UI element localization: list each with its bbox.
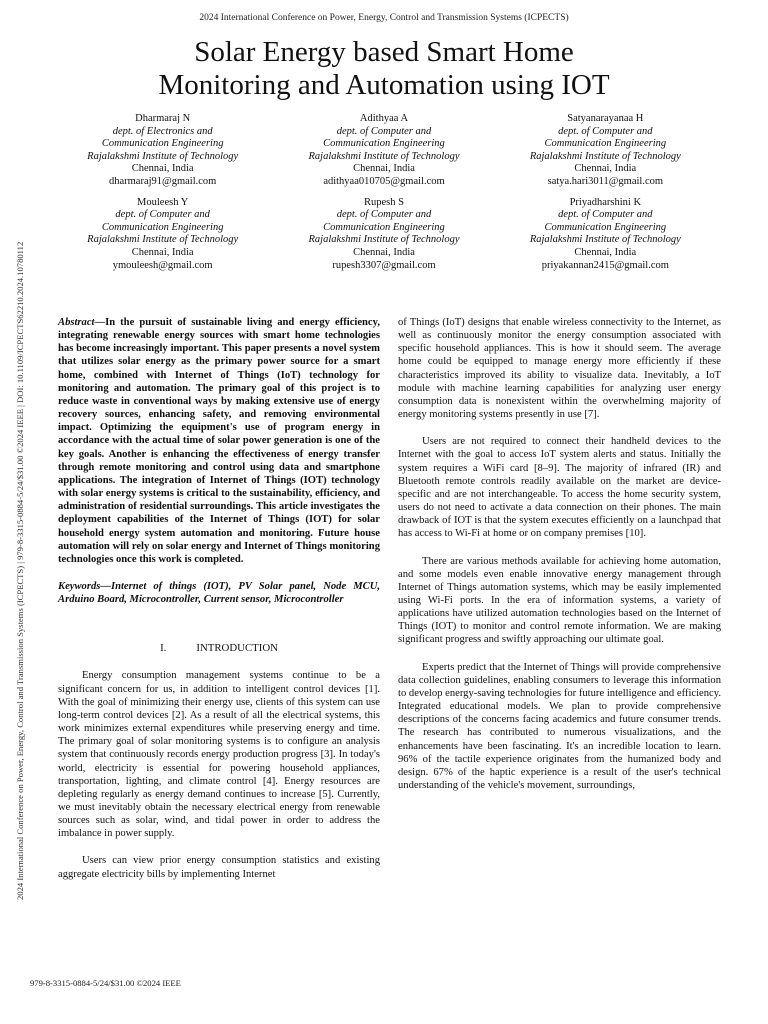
author-email: priyakannan2415@gmail.com (541, 259, 669, 271)
author-name: Priyadharshini K (569, 196, 642, 208)
body-paragraph: Energy consumption management systems continue to be a significant concern for us, in addition to intelligent control devices [1]. With the goal of minimizing their energy use, clients of this system can use long-term control devices [2]. As a result of all the electrical systems, this work minimizes external expenditures while preserving energy and time. The primary goal of solar monitoring systems is to configure an analysis system that continuously records energy production progress [3]. In today's world, electricity is essential for powering household appliances, transportation, lighting, and climate control [4]. Energy resources are depleting regularly as energy demand continues to increase [5]. Currently, we must inevitably obtain the necessary electrical energy from renewable sources such as solar, wind, and tidal power in order to address the imbalance in power supply. (58, 670, 380, 840)
author-dept: dept. of Computer and (115, 209, 210, 221)
abstract-label: Abstract (58, 317, 95, 328)
author-city: Chennai, India (353, 246, 415, 258)
body-paragraph: There are various methods available for achieving home automation, and some models even enable innovative energy management through Internet of Things automation systems, which may be easily implemented using Wi-Fi ports. In the era of information systems, a variety of applications have utilized automation technologies based on the Internet of Things (IOT) to monitor and control remote information. We are making significant progress and swiftly approaching our ultimate goal. (398, 555, 721, 646)
author-city: Chennai, India (574, 163, 637, 175)
right-column (398, 316, 721, 806)
author-email: ymouleesh@gmail.com (112, 259, 213, 271)
author-card (273, 197, 494, 273)
author-email: dharmaraj91@gmail.com (108, 175, 217, 187)
author-dept-2: Communication Engineering (544, 138, 667, 150)
author-institute: Rajalakshmi Institute of Technology (308, 234, 460, 246)
page-footer: 979-8-3315-0884-5/24/$31.00 ©2024 IEEE (30, 978, 181, 988)
abstract (58, 316, 380, 566)
author-city: Chennai, India (353, 163, 415, 175)
author-card (52, 113, 273, 189)
author-email: rupesh3307@gmail.com (332, 259, 436, 271)
conference-header: 2024 International Conference on Power, Energy, Control and Transmission Systems (ICPECTS) (199, 13, 569, 23)
author-block (52, 113, 716, 272)
body-paragraph: Users are not required to connect their handheld devices to the Internet with the goal to access IoT system alerts and status. Initially the system requires a WiFi card [8–9]. The majority of infrared (IR) and Bluetooth remote controls readily available on the market are device-specific and are not interchangeable. To access the home security system, users do not need to activate a data connection on their phones. The main drawback of IOT is that the system executes efficiently on a launchpad that has access to Wi-Fi at home or on company premises [10]. (398, 436, 721, 540)
author-dept-2: Communication Engineering (544, 221, 667, 233)
body-paragraph: of Things (IoT) designs that enable wireless connectivity to the Internet, as well as continuously monitor the energy consumption associated with specific household appliances. This is how it should seem. The average home could be equipped to manage energy more efficiently if these characteristics improved its ability to visualize data. Inevitably, a IoT module with machine learning capabilities for analyzing user energy consumption data is nonexistent within the overwhelming majority of energy monitoring systems presently in use [7]. (398, 317, 721, 421)
author-name: Dharmaraj N (135, 113, 191, 124)
section-title: INTRODUCTION (196, 642, 278, 655)
author-institute: Rajalakshmi Institute of Technology (87, 150, 239, 162)
author-dept: dept. of Computer and (558, 125, 653, 137)
author-dept-2: Communication Engineering (323, 138, 445, 150)
body-paragraph: Users can view prior energy consumption statistics and existing aggregate electricity bills by implementing Internet (58, 855, 380, 880)
title-line-1: Solar Energy based Smart Home (194, 36, 574, 68)
author-dept: dept. of Computer and (336, 125, 432, 137)
author-city: Chennai, India (131, 163, 194, 175)
author-dept: dept. of Computer and (558, 209, 653, 221)
side-margin-citation: 2024 International Conference on Power, Energy, Control and Transmission Systems (ICPECTS) | 979-8-3315-0884-5/24/$31.00 ©2024 IEEE | DOI: 10.1109/ICPECTS62210.2024.10780112 (15, 241, 25, 900)
body-paragraph: Experts predict that the Internet of Things will provide comprehensive data collection guidelines, enabling consumers to leverage this information to develop energy-saving technologies for future intelligence and efficiency. Integrated educational models. We plan to provide comprehensive descriptions of the concerns facing academics and future consumer trends. The research has contributed to numerous visualizations, and the enhancements have been fascinating. It's an incredible location to learn. 96% of the tactile experience originates from the humanized body and design. 67% of the haptic experience is a result of the user's technical understanding of the vehicle's movement, surroundings, (398, 661, 721, 791)
author-email: adithyaa010705@gmail.com (323, 175, 445, 187)
paper-title (60, 36, 708, 102)
author-dept: dept. of Computer and (336, 209, 432, 221)
keywords: Keywords—Internet of things (IOT), PV Solar panel, Node MCU, Arduino Board, Microcontroller, Current sensor, Microcontroller (58, 580, 380, 606)
author-name: Satyanarayanaa H (567, 113, 644, 124)
title-line-2: Monitoring and Automation using IOT (158, 69, 610, 101)
author-card (495, 113, 716, 189)
author-card (52, 197, 273, 273)
author-card (273, 113, 494, 189)
author-name: Mouleesh Y (137, 196, 189, 208)
author-institute: Rajalakshmi Institute of Technology (529, 150, 681, 162)
author-city: Chennai, India (131, 246, 194, 258)
author-name: Rupesh S (364, 196, 404, 208)
author-email: satya.hari3011@gmail.com (547, 175, 664, 187)
author-dept: dept. of Electronics and (112, 125, 213, 137)
author-dept-2: Communication Engineering (323, 221, 445, 233)
abstract-text: —In the pursuit of sustainable living and energy efficiency, integrating renewable energy sources with smart home technologies has become increasingly important. This paper presents a novel system that utilizes solar energy as the primary power source for a smart home, combined with Internet of Things (IoT) technology for monitoring and automation. The primary goal of this project is to reduce waste in conventional ways by making extensive use of energy recovery sources, enhancing safety, and removing environmental impact. Optimizing the equipment's use of program energy in accordance with the actual time of solar power generation is one of the key goals. Another is enhancing the effectiveness of energy transfer through remote monitoring and control using data and smartphone applications. The integration of Internet of Things (IOT) technology with solar energy systems is critical to the sustainability, efficiency, and administration of residential surroundings. This article investigates the deployment capabilities of the Internet of Things (IOT) for solar household energy system automation and monitoring. Future house automation will rely on solar energy and Internet of Things monitoring technologies once this work is completed. (58, 317, 380, 565)
author-card (495, 197, 716, 273)
author-dept-2: Communication Engineering (101, 138, 224, 150)
author-city: Chennai, India (574, 246, 637, 258)
author-name: Adithyaa A (359, 113, 409, 124)
section-number: I. (160, 642, 167, 655)
left-column (58, 316, 380, 895)
author-dept-2: Communication Engineering (101, 221, 224, 233)
author-institute: Rajalakshmi Institute of Technology (529, 234, 681, 246)
section-heading (58, 642, 380, 655)
author-institute: Rajalakshmi Institute of Technology (87, 234, 239, 246)
author-institute: Rajalakshmi Institute of Technology (308, 150, 460, 162)
